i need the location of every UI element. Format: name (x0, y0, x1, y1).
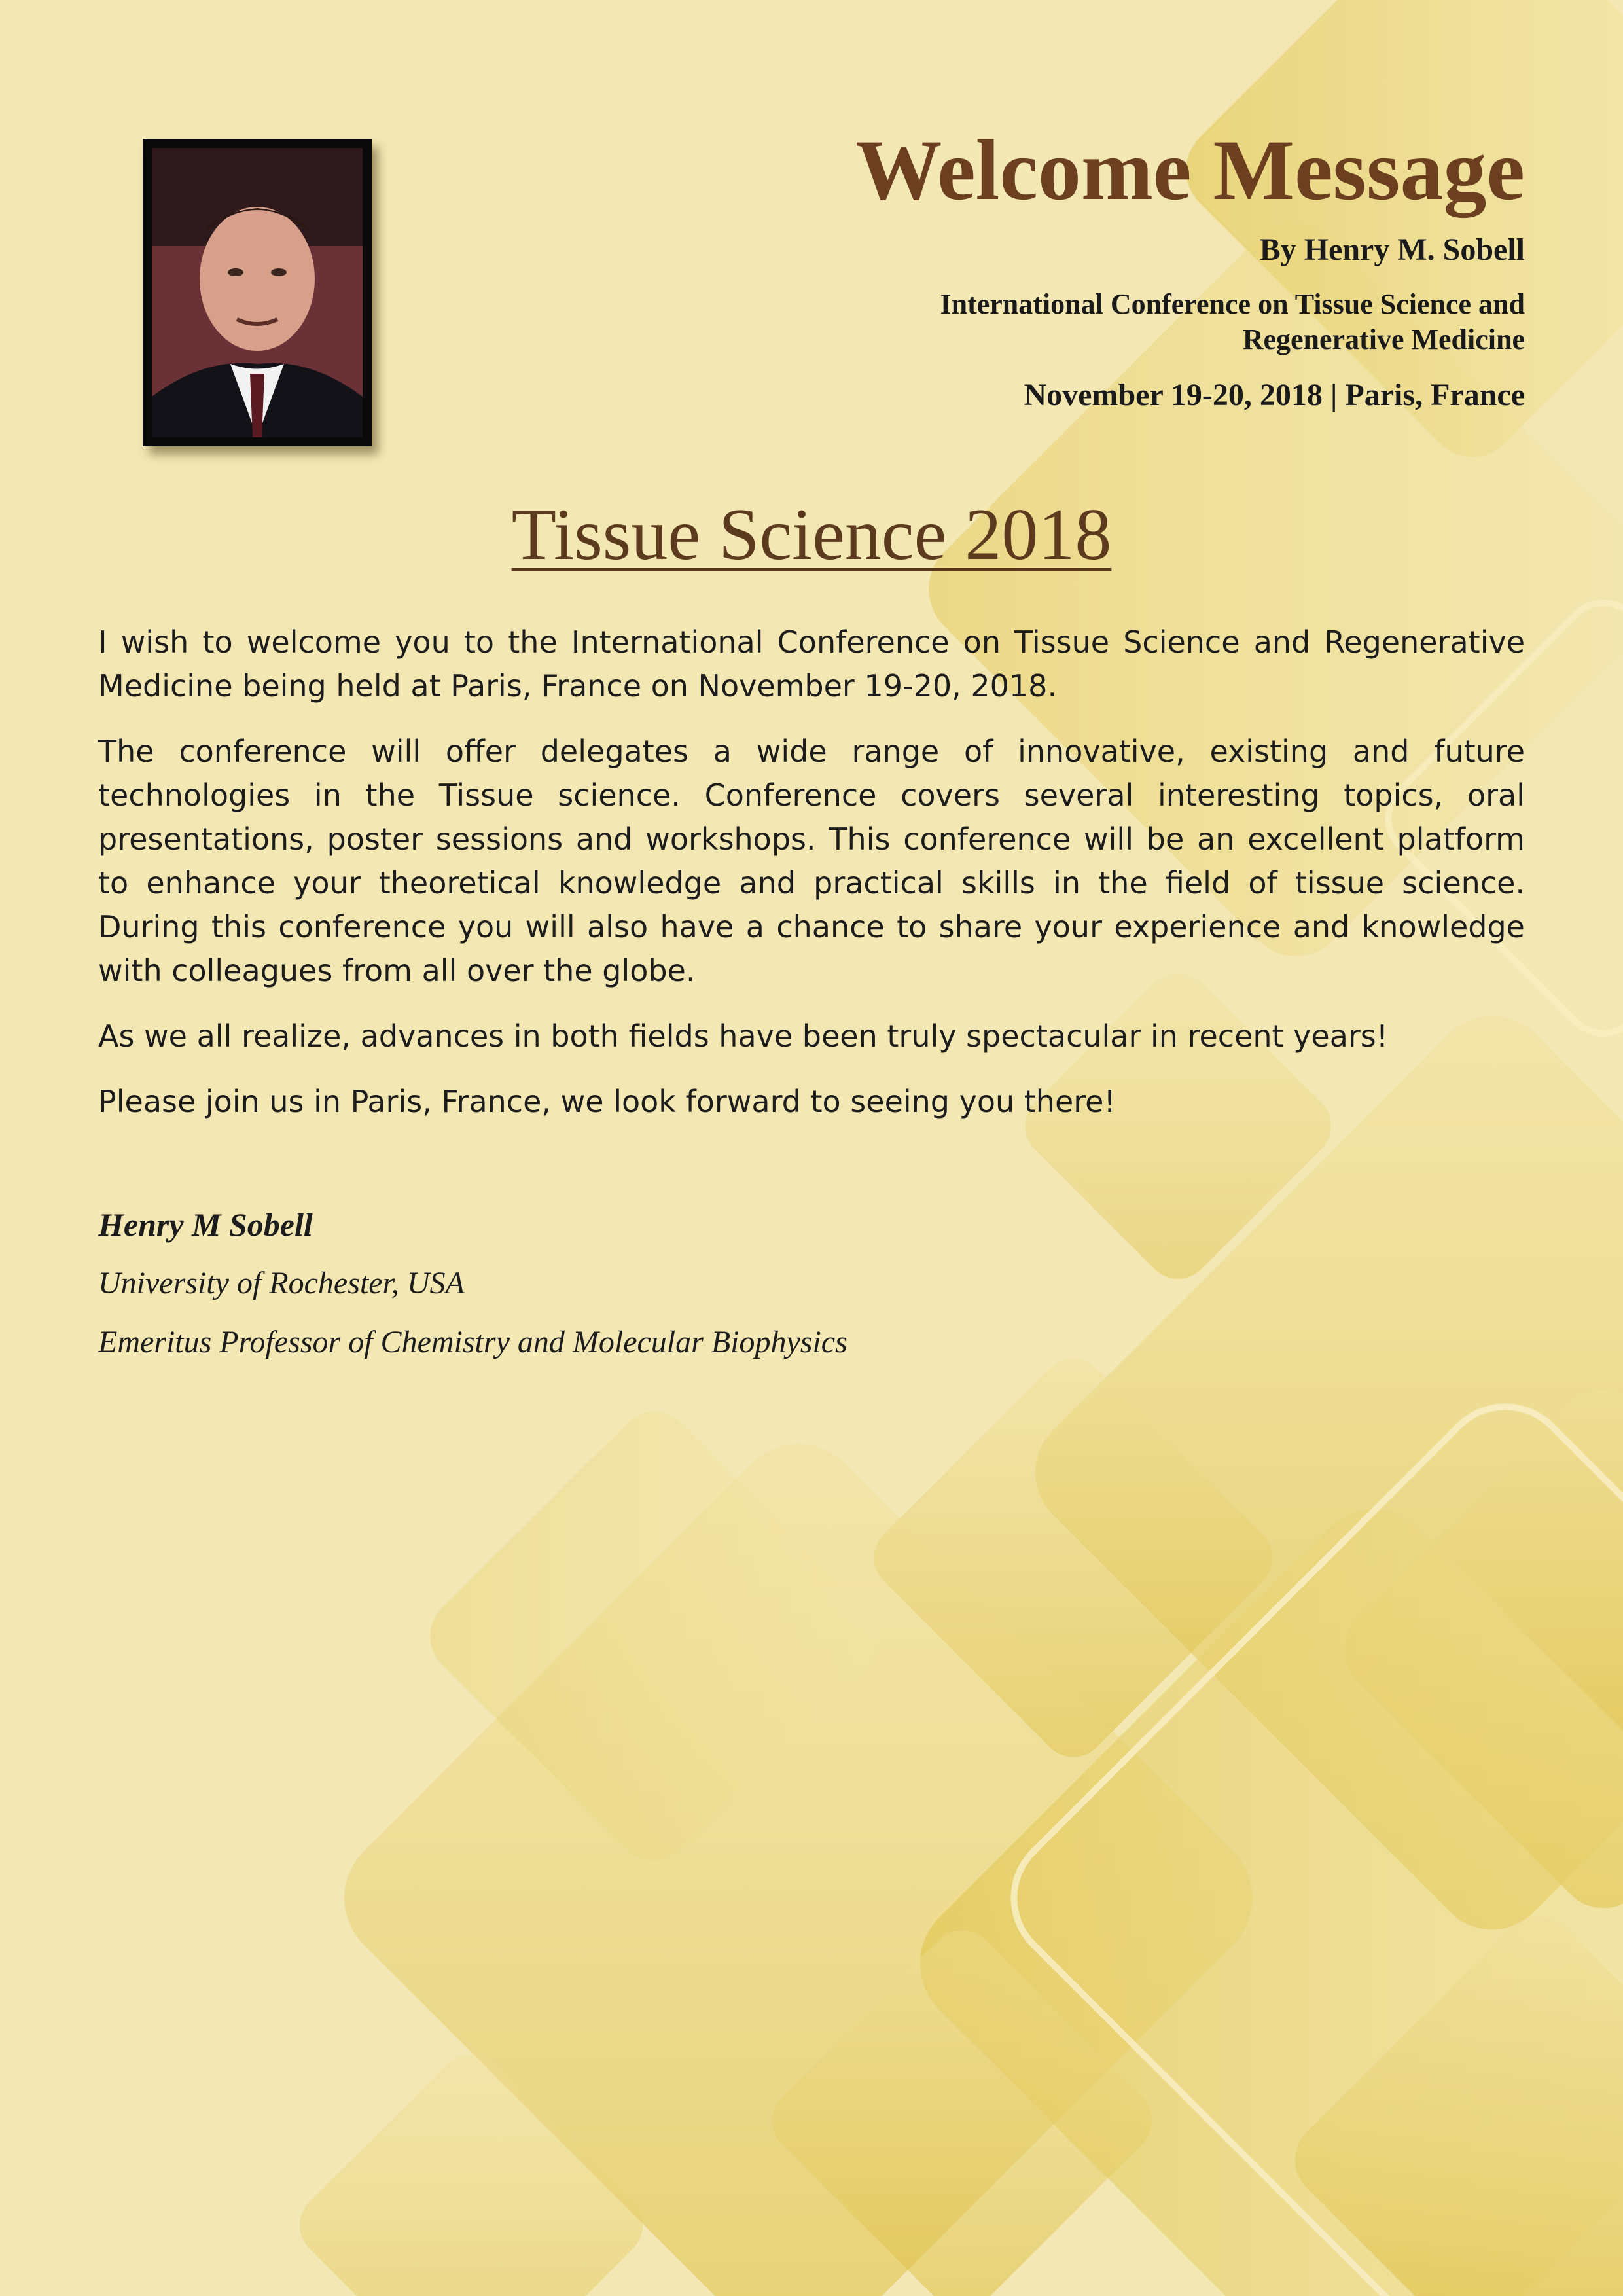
date-location: November 19-20, 2018 | Paris, France (1024, 378, 1525, 412)
conference-name-line2: Regenerative Medicine (1242, 323, 1525, 355)
author-byline: By Henry M. Sobell (1259, 232, 1525, 267)
body-paragraph: As we all realize, advances in both fields have been truly spectacular in recent years! (98, 1018, 1389, 1054)
event-title-text: Tissue Science 2018 (511, 494, 1112, 575)
body-paragraph: Please join us in Paris, France, we look forward to seeing you there! (98, 1084, 1116, 1119)
signature-block (98, 1202, 847, 1365)
signature-position: Emeritus Professor of Chemistry and Molecular Biophysics (98, 1325, 847, 1359)
event-title (0, 492, 1623, 577)
portrait-image (152, 148, 363, 437)
body-paragraph: The conference will offer delegates a wide range of innovative, existing and future technologies in the Tissue science. Conference covers several interesting topics, oral presentations, poster sessions and workshops. This conference will be an excellent platform to enhance your theoretical knowledge and practical skills in the field of tissue science. During this conference you will also have a chance to share your experience and knowledge with colleagues from all over the globe. (98, 734, 1525, 988)
header (674, 118, 1525, 414)
signature-name: Henry M Sobell (98, 1206, 313, 1243)
body-paragraph: I wish to welcome you to the International Conference on Tissue Science and Regenerative Medicine being held at Paris, France on November 19-20, 2018. (98, 624, 1525, 704)
author-portrait (143, 139, 372, 446)
conference-name-line1: International Conference on Tissue Science and (940, 288, 1525, 320)
signature-affiliation: University of Rochester, USA (98, 1266, 465, 1300)
welcome-body (98, 620, 1525, 1145)
page-title: Welcome Message (855, 122, 1525, 218)
conference-name (674, 287, 1525, 357)
